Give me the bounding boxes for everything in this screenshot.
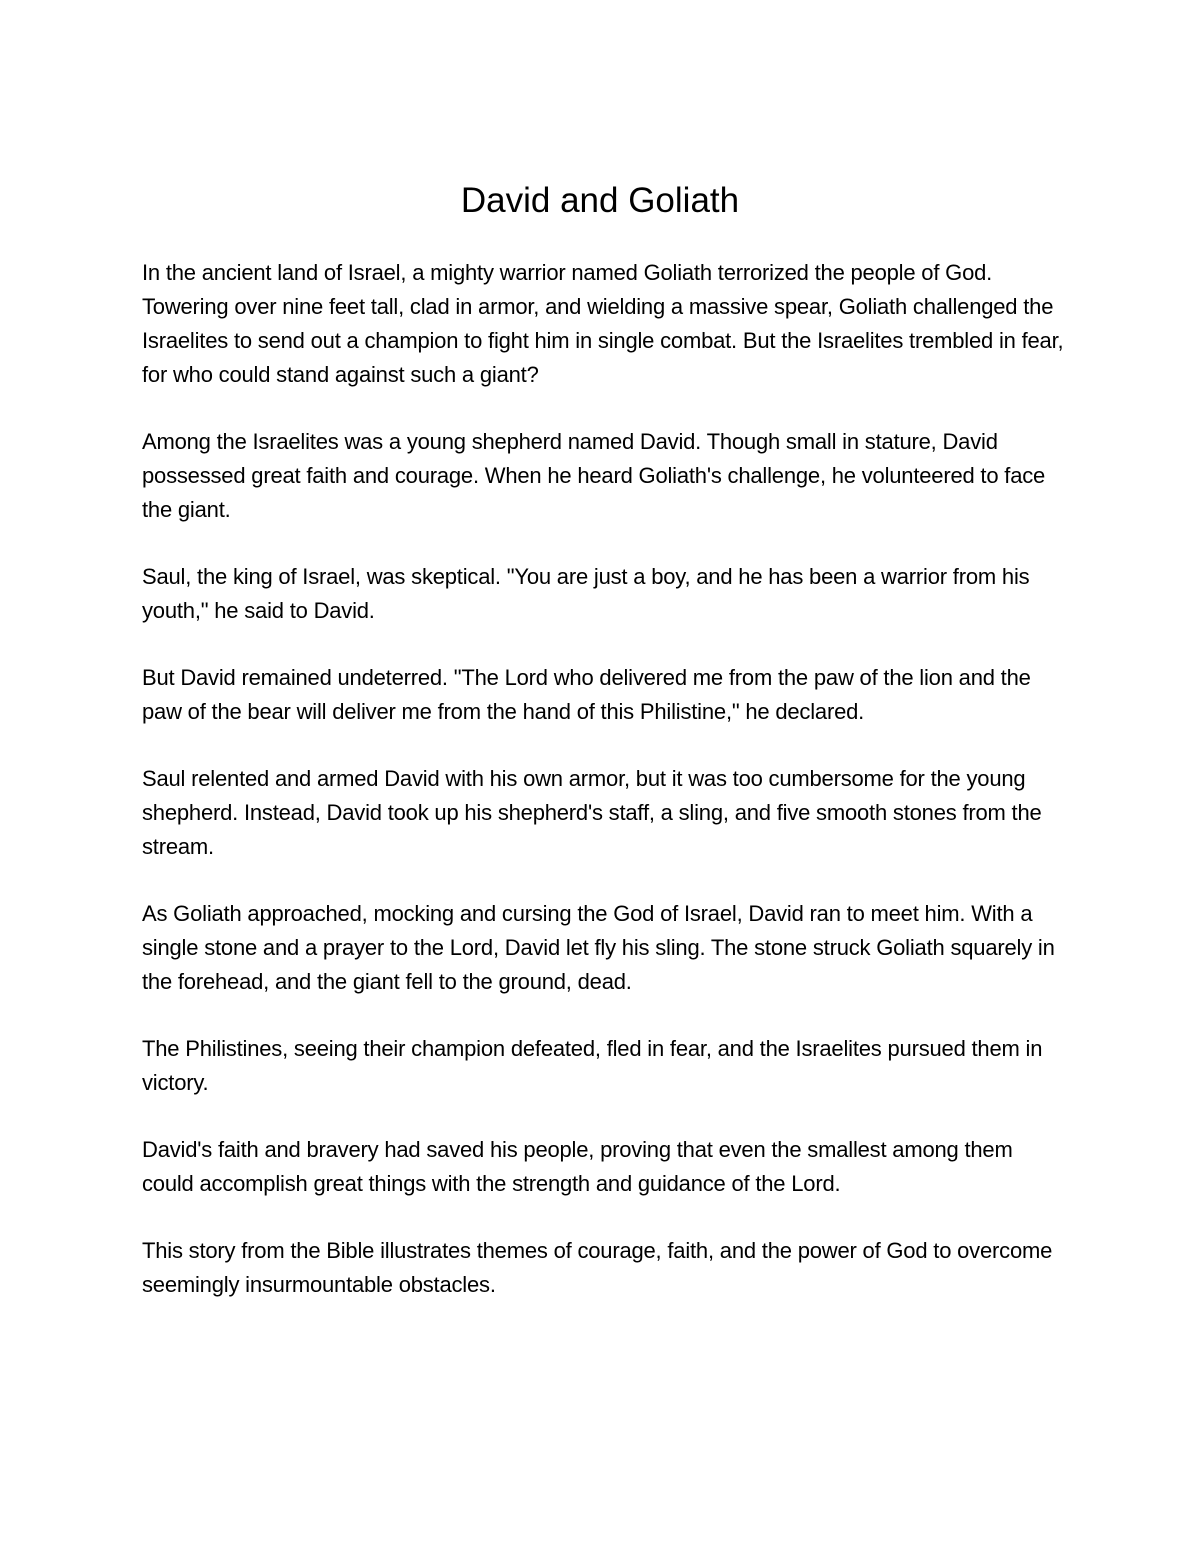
- paragraph: David's faith and bravery had saved his people, proving that even the smallest among them could accomplish great things with the strength and guidance of the Lord.: [142, 1137, 1013, 1196]
- paragraph: The Philistines, seeing their champion defeated, fled in fear, and the Israelites pursued them in victory.: [142, 1036, 1043, 1095]
- paragraph: Saul, the king of Israel, was skeptical. "You are just a boy, and he has been a warrior from his youth," he said to David.: [142, 564, 1030, 623]
- document-body: [142, 256, 1066, 1335]
- paragraph: But David remained undeterred. "The Lord who delivered me from the paw of the lion and the paw of the bear will deliver me from the hand of this Philistine," he declared.: [142, 665, 1031, 724]
- paragraph: As Goliath approached, mocking and cursing the God of Israel, David ran to meet him. With a single stone and a prayer to the Lord, David let fly his sling. The stone struck Goliath squarely in the forehead, and the giant fell to the ground, dead.: [142, 901, 1055, 994]
- paragraph: This story from the Bible illustrates themes of courage, faith, and the power of God to overcome seemingly insurmountable obstacles.: [142, 1238, 1053, 1297]
- document-title: David and Goliath: [460, 181, 740, 220]
- paragraph: Among the Israelites was a young shepherd named David. Though small in stature, David possessed great faith and courage. When he heard Goliath's challenge, he volunteered to face the giant.: [142, 429, 1046, 522]
- paragraph: In the ancient land of Israel, a mighty warrior named Goliath terrorized the people of God. Towering over nine feet tall, clad in armor, and wielding a massive spear, Goliath challenged the Israelites to send out a champion to fight him in single combat. But the Israelites trembled in fear, for who could stand against such a giant?: [142, 260, 1064, 387]
- paragraph: Saul relented and armed David with his own armor, but it was too cumbersome for the young shepherd. Instead, David took up his shepherd's staff, a sling, and five smooth stones from the stream.: [142, 766, 1042, 859]
